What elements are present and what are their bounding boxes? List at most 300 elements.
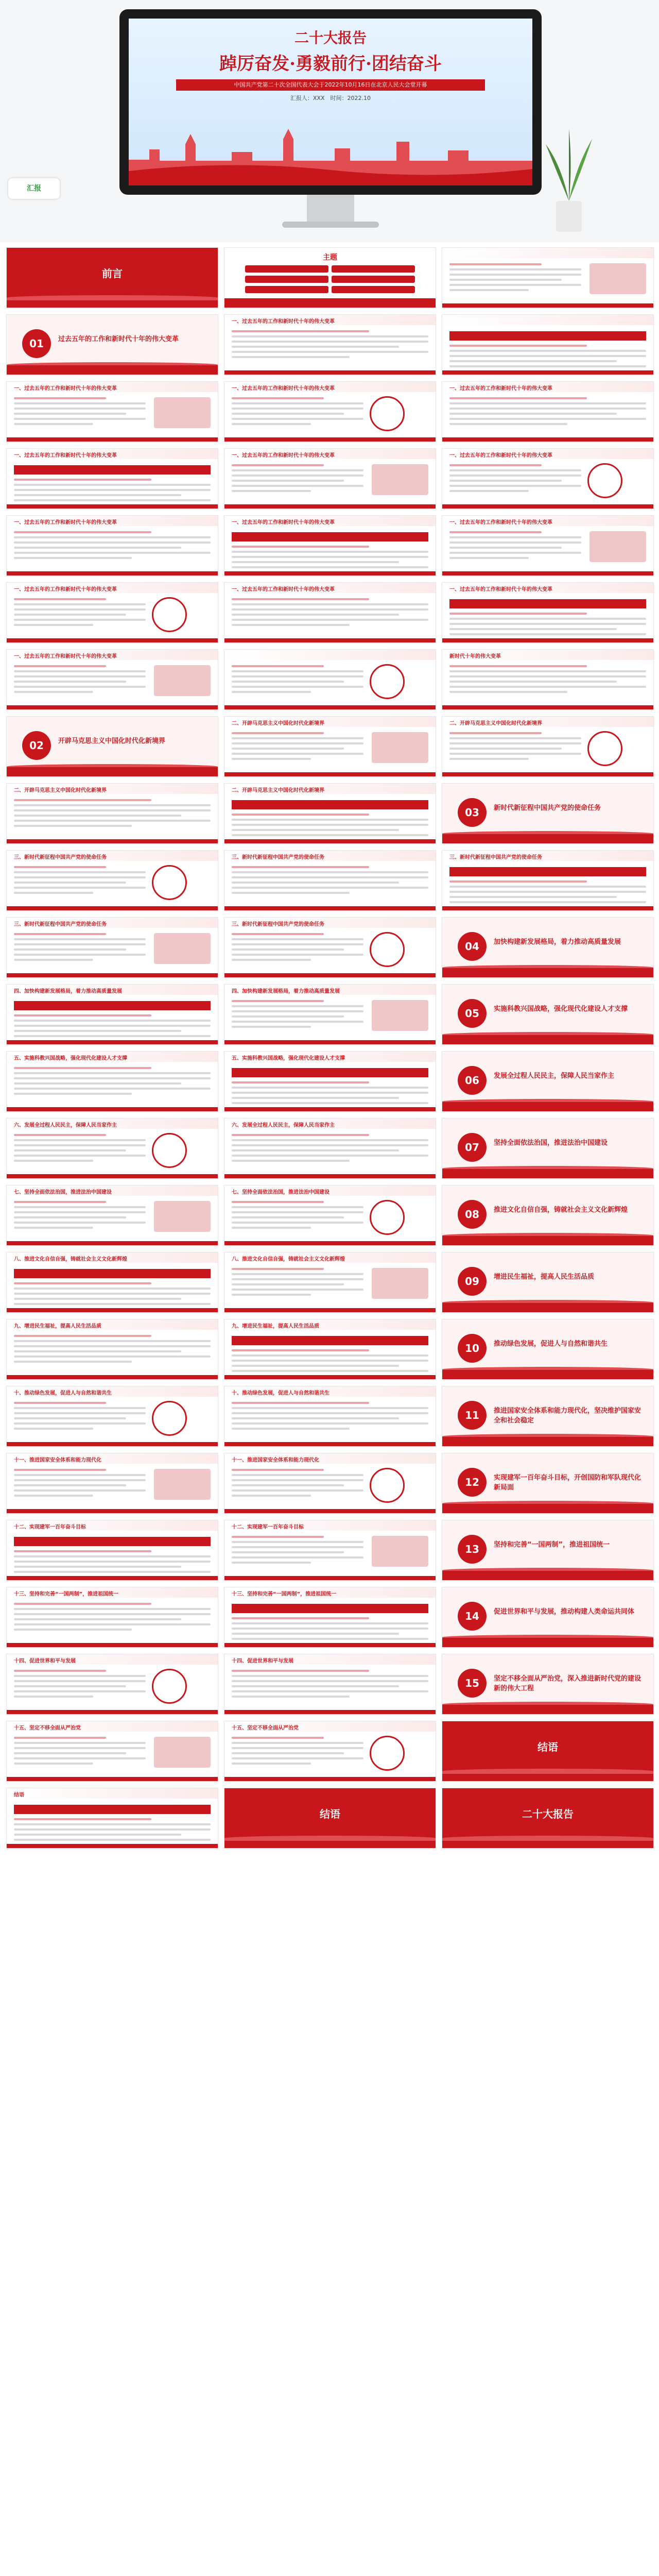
slide-thumbnail[interactable] — [224, 1788, 436, 1849]
slide-heading: 九、增进民生福祉，提高人民生活品质 — [14, 1324, 101, 1329]
slide-heading: 二、开辟马克思主义中国化时代化新境界 — [14, 788, 107, 793]
section-title: 推动绿色发展，促进人与自然和谐共生 — [494, 1340, 608, 1348]
slide-thumbnail[interactable] — [224, 716, 436, 777]
slide-image — [589, 531, 646, 562]
slide-footer — [7, 1509, 218, 1513]
section-title: 推进国家安全体系和能力现代化，坚决维护国家安全和社会稳定 — [494, 1407, 641, 1425]
slide-thumbnail[interactable] — [442, 1654, 654, 1715]
slide-thumbnail[interactable] — [442, 1252, 654, 1313]
slide-footer — [7, 1643, 218, 1647]
slide-thumbnail[interactable] — [6, 1721, 218, 1782]
slide-footer — [224, 1308, 436, 1312]
slide-text-lines — [449, 464, 581, 495]
section-title: 推进文化自信自强，铸就社会主义文化新辉煌 — [494, 1206, 628, 1214]
slide-heading: 一、过去五年的工作和新时代十年的伟大变革 — [232, 386, 335, 392]
slide-footer — [7, 1375, 218, 1379]
slide-thumbnail[interactable] — [6, 1118, 218, 1179]
slide-footer — [7, 839, 218, 843]
slide-footer — [7, 1844, 218, 1848]
slide-circle-graphic — [152, 865, 187, 900]
slide-thumbnail[interactable] — [442, 1185, 654, 1246]
slide-thumbnail[interactable] — [442, 381, 654, 442]
slide-thumbnail[interactable] — [442, 314, 654, 375]
section-number: 05 — [458, 999, 487, 1028]
slide-thumbnail[interactable] — [224, 984, 436, 1045]
slide-circle-graphic — [587, 731, 622, 766]
slide-thumbnail[interactable] — [6, 984, 218, 1045]
slide-footer — [224, 1710, 436, 1714]
slide-footer — [224, 437, 436, 442]
slide-footer — [442, 1571, 653, 1580]
slide-thumbnail[interactable] — [442, 1453, 654, 1514]
city-skyline — [129, 124, 532, 185]
section-number: 09 — [458, 1267, 487, 1296]
slide-thumbnail[interactable] — [224, 850, 436, 911]
slide-footer — [7, 1040, 218, 1044]
slide-title: 二十大报告 — [522, 1808, 574, 1820]
slide-footer — [7, 767, 218, 776]
slide-footer — [224, 973, 436, 977]
section-number: 04 — [458, 932, 487, 961]
slide-thumbnail[interactable] — [224, 247, 436, 308]
slide-heading: 九、增进民生福祉，提高人民生活品质 — [232, 1324, 319, 1329]
plant-icon — [541, 124, 597, 232]
slide-thumbnail[interactable] — [224, 582, 436, 643]
section-title: 坚持全面依法治国，推进法治中国建设 — [494, 1139, 608, 1147]
slide-heading: 十二、实现建军一百年奋斗目标 — [14, 1524, 86, 1530]
toc-title: 主题 — [323, 253, 337, 262]
slide-circle-graphic — [152, 597, 187, 632]
slide-heading: 八、推进文化自信自强，铸就社会主义文化新辉煌 — [232, 1257, 345, 1262]
slide-thumbnail[interactable] — [224, 1587, 436, 1648]
section-number: 15 — [458, 1669, 487, 1698]
slide-thumbnail[interactable] — [442, 582, 654, 643]
slide-text-lines — [14, 1737, 146, 1768]
slide-footer — [7, 638, 218, 642]
slide-heading: 新时代十年的伟大变革 — [449, 654, 501, 659]
slide-text-lines — [14, 1670, 146, 1701]
slide-thumbnail[interactable] — [224, 314, 436, 375]
slide-thumbnail[interactable] — [6, 1319, 218, 1380]
slide-footer — [442, 705, 653, 709]
slide-footer — [224, 1375, 436, 1379]
slide-thumbnail[interactable] — [442, 649, 654, 710]
slide-thumbnail[interactable] — [6, 649, 218, 710]
slide-footer — [442, 1437, 653, 1446]
slide-footer — [442, 504, 653, 509]
slide-thumbnail[interactable] — [224, 1386, 436, 1447]
slide-text-lines — [14, 665, 146, 696]
cover-title: 二十大报告 — [294, 29, 367, 46]
slide-circle-graphic — [370, 1736, 405, 1771]
brand-logo: 汇报 — [8, 178, 60, 199]
slide-text-lines — [14, 531, 211, 562]
slide-thumbnail[interactable] — [6, 1185, 218, 1246]
slide-text-lines — [14, 1603, 211, 1634]
section-number: 08 — [458, 1200, 487, 1229]
slide-text-lines — [14, 1335, 211, 1366]
monitor-frame — [119, 9, 542, 195]
section-number: 06 — [458, 1066, 487, 1095]
highlight-band — [14, 1805, 211, 1814]
slide-footer — [442, 906, 653, 910]
section-title: 坚持和完善“一国两制”，推进祖国统一 — [494, 1541, 610, 1549]
slide-thumbnail[interactable] — [6, 515, 218, 576]
slide-thumbnail[interactable] — [442, 1788, 654, 1849]
slide-circle-graphic — [152, 1133, 187, 1168]
slide-thumbnail[interactable] — [224, 381, 436, 442]
highlight-band — [449, 867, 646, 876]
slide-thumbnail[interactable] — [6, 314, 218, 375]
slide-footer — [224, 1643, 436, 1647]
slide-header-bar — [7, 1788, 218, 1799]
section-number: 11 — [458, 1401, 487, 1430]
slide-heading: 一、过去五年的工作和新时代十年的伟大变革 — [232, 453, 335, 459]
slide-footer — [7, 1174, 218, 1178]
slide-image — [589, 263, 646, 294]
slide-text-lines — [449, 397, 646, 428]
slide-thumbnail[interactable] — [224, 917, 436, 978]
slide-footer — [442, 968, 653, 977]
highlight-band — [14, 465, 211, 474]
slide-thumbnail[interactable] — [442, 984, 654, 1045]
slide-footer — [7, 1710, 218, 1714]
slide-image — [154, 1469, 211, 1500]
slide-thumbnail[interactable] — [6, 1587, 218, 1648]
slide-footer — [224, 1174, 436, 1178]
slide-footer — [7, 906, 218, 910]
toc-items — [245, 265, 415, 293]
section-title: 增进民生福祉，提高人民生活品质 — [494, 1273, 595, 1281]
slide-wave — [442, 1836, 653, 1841]
slide-heading: 七、坚持全面依法治国，推进法治中国建设 — [232, 1190, 330, 1195]
slide-footer — [7, 1241, 218, 1245]
slide-thumbnail[interactable] — [224, 1453, 436, 1514]
slide-footer — [442, 303, 653, 308]
slide-text-lines — [232, 1201, 363, 1232]
slide-header-bar — [224, 650, 436, 660]
slide-thumbnail[interactable] — [6, 1788, 218, 1849]
slide-circle-graphic — [587, 463, 622, 498]
slide-footer — [442, 1504, 653, 1513]
slide-thumbnail[interactable] — [6, 247, 218, 308]
slide-text-lines — [232, 866, 428, 897]
slide-heading: 结语 — [14, 1792, 24, 1798]
section-title: 实施科教兴国战略，强化现代化建设人才支撑 — [494, 1005, 628, 1013]
slide-footer — [7, 571, 218, 575]
slide-image — [154, 1737, 211, 1768]
highlight-band — [232, 532, 428, 541]
slide-thumbnail[interactable] — [442, 783, 654, 844]
slide-thumbnail[interactable] — [442, 1587, 654, 1648]
slide-text-lines — [232, 598, 428, 629]
slide-thumbnail[interactable] — [6, 1520, 218, 1581]
slide-text-lines — [232, 1000, 363, 1031]
slide-footer — [224, 1509, 436, 1513]
slide-footer — [442, 1705, 653, 1714]
slide-text-lines — [449, 665, 646, 696]
slide-circle-graphic — [370, 932, 405, 967]
cover-banner: 中国共产党第二十次全国代表大会于2022年10月16日在北京人民大会堂开幕 — [176, 79, 485, 91]
slide-text-lines — [14, 1067, 211, 1098]
slide-heading: 一、过去五年的工作和新时代十年的伟大变革 — [232, 587, 335, 592]
slide-text-lines — [232, 732, 363, 763]
section-number: 12 — [458, 1468, 487, 1497]
slide-thumbnail[interactable] — [6, 448, 218, 509]
slide-text-lines — [232, 330, 428, 361]
slide-heading: 一、过去五年的工作和新时代十年的伟大变革 — [232, 319, 335, 325]
slide-footer — [442, 772, 653, 776]
slide-heading: 十四、促进世界和平与发展 — [14, 1658, 76, 1664]
slide-thumbnail[interactable] — [6, 1386, 218, 1447]
cover-slide — [129, 19, 532, 185]
slide-footer — [224, 705, 436, 709]
slide-wave — [7, 295, 218, 300]
slide-thumbnail[interactable] — [224, 1118, 436, 1179]
slide-heading: 一、过去五年的工作和新时代十年的伟大变革 — [14, 520, 117, 526]
slide-thumbnail[interactable] — [6, 1654, 218, 1715]
slide-thumbnail[interactable] — [442, 448, 654, 509]
slide-heading: 十五、坚定不移全面从严治党 — [14, 1725, 81, 1731]
slide-text-lines — [14, 1134, 146, 1165]
slide-heading: 二、开辟马克思主义中国化时代化新境界 — [232, 721, 324, 726]
slide-image — [154, 1201, 211, 1232]
slide-heading: 一、过去五年的工作和新时代十年的伟大变革 — [449, 587, 552, 592]
slide-circle-graphic — [370, 1468, 405, 1503]
slide-text-lines — [14, 1201, 146, 1232]
slide-footer — [224, 1777, 436, 1781]
slide-circle-graphic — [370, 396, 405, 431]
section-number: 13 — [458, 1535, 487, 1564]
slide-footer — [442, 834, 653, 843]
slide-circle-graphic — [152, 1669, 187, 1704]
slide-heading: 四、加快构建新发展格局，着力推动高质量发展 — [232, 989, 340, 994]
slide-heading: 十五、坚定不移全面从严治党 — [232, 1725, 299, 1731]
slide-footer — [442, 1370, 653, 1379]
slide-text-lines — [14, 397, 146, 428]
slide-thumbnail[interactable] — [6, 381, 218, 442]
slide-text-lines — [14, 933, 146, 964]
slide-image — [154, 933, 211, 964]
slide-footer — [7, 1308, 218, 1312]
slide-thumbnail[interactable] — [224, 1051, 436, 1112]
slide-thumbnail[interactable] — [6, 716, 218, 777]
slide-thumbnail[interactable] — [442, 1386, 654, 1447]
highlight-band — [232, 1336, 428, 1345]
slide-wave — [442, 1769, 653, 1774]
slide-text-lines — [14, 1469, 146, 1500]
slide-text-lines — [232, 1469, 363, 1500]
slide-title: 结语 — [320, 1808, 340, 1820]
slide-footer — [224, 1241, 436, 1245]
highlight-band — [14, 1001, 211, 1010]
section-title: 加快构建新发展格局，着力推动高质量发展 — [494, 938, 621, 946]
slide-heading: 十、推动绿色发展，促进人与自然和谐共生 — [14, 1391, 112, 1396]
slide-heading: 十三、坚持和完善“一国两制”，推进祖国统一 — [232, 1591, 337, 1597]
slide-footer — [224, 839, 436, 843]
highlight-band — [232, 800, 428, 809]
slide-header-bar — [442, 248, 653, 258]
slide-text-lines — [232, 1268, 363, 1299]
slide-image — [372, 1000, 428, 1031]
slide-thumbnail[interactable] — [6, 783, 218, 844]
slide-heading: 一、过去五年的工作和新时代十年的伟大变革 — [449, 453, 552, 459]
slide-footer — [7, 1576, 218, 1580]
section-number: 10 — [458, 1334, 487, 1363]
slide-text-lines — [14, 598, 146, 629]
slide-thumbnail[interactable] — [224, 1520, 436, 1581]
slide-heading: 十四、促进世界和平与发展 — [232, 1658, 293, 1664]
slide-heading: 十一、推进国家安全体系和能力现代化 — [14, 1458, 101, 1463]
slide-thumbnail[interactable] — [224, 1319, 436, 1380]
slide-thumbnail[interactable] — [442, 917, 654, 978]
highlight-band — [14, 1269, 211, 1278]
slide-thumbnail[interactable] — [224, 1252, 436, 1313]
section-title: 促进世界和平与发展，推动构建人类命运共同体 — [494, 1608, 635, 1616]
slide-heading: 十、推动绿色发展，促进人与自然和谐共生 — [232, 1391, 330, 1396]
slide-text-lines — [232, 933, 363, 964]
section-number: 14 — [458, 1602, 487, 1631]
slide-thumbnail-grid — [6, 247, 653, 1849]
slide-heading: 四、加快构建新发展格局，着力推动高质量发展 — [14, 989, 122, 994]
slide-footer — [224, 1442, 436, 1446]
slide-footer — [224, 638, 436, 642]
slide-text-lines — [232, 1134, 428, 1165]
slide-footer — [442, 1303, 653, 1312]
slide-text-lines — [449, 263, 581, 294]
slide-text-lines — [232, 1402, 428, 1433]
slide-footer — [7, 973, 218, 977]
slide-footer — [224, 772, 436, 776]
slide-thumbnail[interactable] — [442, 1520, 654, 1581]
monitor-base — [282, 222, 379, 228]
slide-text-lines — [232, 1536, 363, 1567]
slide-circle-graphic — [152, 1401, 187, 1436]
section-title: 新时代新征程中国共产党的使命任务 — [494, 804, 601, 812]
slide-thumbnail[interactable] — [442, 1051, 654, 1112]
slide-thumbnail[interactable] — [6, 850, 218, 911]
slide-text-lines — [232, 464, 363, 495]
slide-heading: 一、过去五年的工作和新时代十年的伟大变革 — [14, 587, 117, 592]
slide-heading: 五、实施科教兴国战略，强化现代化建设人才支撑 — [14, 1056, 127, 1061]
slide-text-lines — [449, 531, 581, 562]
section-title: 实现建军一百年奋斗目标，开创国防和军队现代化新局面 — [494, 1474, 641, 1492]
slide-thumbnail[interactable] — [442, 716, 654, 777]
slide-text-lines — [14, 1402, 146, 1433]
highlight-band — [232, 1604, 428, 1613]
slide-title: 结语 — [537, 1741, 558, 1753]
slide-footer — [7, 504, 218, 509]
slide-heading: 一、过去五年的工作和新时代十年的伟大变革 — [14, 386, 117, 392]
slide-thumbnail[interactable] — [442, 1118, 654, 1179]
slide-footer — [224, 1107, 436, 1111]
slide-thumbnail[interactable] — [6, 1252, 218, 1313]
slide-heading: 七、坚持全面依法治国，推进法治中国建设 — [14, 1190, 112, 1195]
slide-thumbnail[interactable] — [6, 917, 218, 978]
highlight-band — [449, 599, 646, 608]
highlight-band — [14, 1537, 211, 1546]
slide-thumbnail[interactable] — [6, 1453, 218, 1514]
slide-heading: 八、推进文化自信自强，铸就社会主义文化新辉煌 — [14, 1257, 127, 1262]
hero-banner — [0, 0, 659, 242]
section-number: 07 — [458, 1133, 487, 1162]
slide-heading: 一、过去五年的工作和新时代十年的伟大变革 — [232, 520, 335, 526]
slide-thumbnail[interactable] — [224, 783, 436, 844]
section-title: 开辟马克思主义中国化时代化新境界 — [58, 737, 166, 745]
slide-heading: 二、开辟马克思主义中国化时代化新境界 — [232, 788, 324, 793]
section-number: 01 — [22, 329, 51, 358]
slide-heading: 十二、实现建军一百年奋斗目标 — [232, 1524, 304, 1530]
slide-thumbnail[interactable] — [224, 515, 436, 576]
slide-thumbnail[interactable] — [442, 1721, 654, 1782]
slide-footer — [224, 571, 436, 575]
slide-image — [154, 665, 211, 696]
slide-footer — [442, 1169, 653, 1178]
slide-heading: 三、新时代新征程中国共产党的使命任务 — [14, 922, 107, 927]
slide-text-lines — [14, 866, 146, 897]
slide-thumbnail[interactable] — [6, 1051, 218, 1112]
slide-heading: 十三、坚持和完善“一国两制”，推进祖国统一 — [14, 1591, 119, 1597]
slide-text-lines — [232, 1670, 428, 1701]
monitor-stand — [307, 195, 354, 224]
highlight-band — [232, 1068, 428, 1077]
slide-thumbnail[interactable] — [224, 448, 436, 509]
section-number: 03 — [458, 798, 487, 827]
slide-image — [154, 397, 211, 428]
slide-heading: 三、新时代新征程中国共产党的使命任务 — [232, 922, 324, 927]
slide-footer — [442, 1035, 653, 1044]
slide-image — [372, 1536, 428, 1567]
slide-footer — [224, 906, 436, 910]
slide-thumbnail[interactable] — [224, 649, 436, 710]
slide-image — [372, 1268, 428, 1299]
slide-footer — [442, 638, 653, 642]
slide-footer — [7, 1442, 218, 1446]
slide-text-lines — [232, 665, 363, 696]
slide-heading: 一、过去五年的工作和新时代十年的伟大变革 — [449, 386, 552, 392]
slide-heading: 三、新时代新征程中国共产党的使命任务 — [232, 855, 324, 860]
section-title: 过去五年的工作和新时代十年的伟大变革 — [58, 335, 179, 343]
slide-image — [372, 732, 428, 763]
slide-footer — [442, 571, 653, 575]
slide-thumbnail[interactable] — [224, 1185, 436, 1246]
slide-thumbnail[interactable] — [442, 850, 654, 911]
slide-text-lines — [232, 397, 363, 428]
slide-thumbnail[interactable] — [224, 1654, 436, 1715]
slide-thumbnail[interactable] — [442, 515, 654, 576]
slide-footer — [224, 298, 436, 308]
slide-footer — [224, 370, 436, 375]
slide-footer — [442, 1236, 653, 1245]
slide-heading: 一、过去五年的工作和新时代十年的伟大变革 — [14, 453, 117, 459]
slide-thumbnail[interactable] — [442, 1319, 654, 1380]
slide-heading: 一、过去五年的工作和新时代十年的伟大变革 — [449, 520, 552, 526]
slide-footer — [224, 504, 436, 509]
slide-thumbnail[interactable] — [224, 1721, 436, 1782]
section-number: 02 — [22, 731, 51, 760]
slide-text-lines — [232, 1737, 363, 1768]
highlight-band — [449, 331, 646, 341]
slide-title: 前言 — [102, 267, 123, 280]
slide-footer — [442, 437, 653, 442]
slide-footer — [442, 1102, 653, 1111]
section-title: 坚定不移全面从严治党，深入推进新时代党的建设新的伟大工程 — [494, 1675, 641, 1692]
slide-header-bar — [442, 315, 653, 325]
slide-wave — [224, 1836, 436, 1841]
slide-thumbnail[interactable] — [442, 247, 654, 308]
slide-thumbnail[interactable] — [6, 582, 218, 643]
slide-circle-graphic — [370, 664, 405, 699]
